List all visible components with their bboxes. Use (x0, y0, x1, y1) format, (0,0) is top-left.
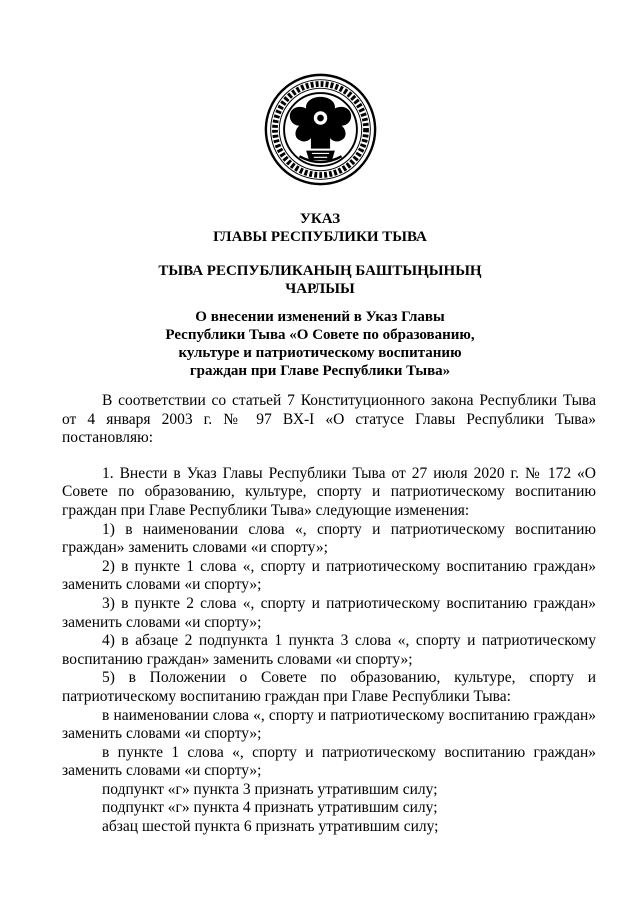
preamble-paragraph: В соответствии со статьей 7 Конституционного закона Республики Тыва от 4 января 2003 г. № 97 ВХ-I «О статусе Главы Республики Тыва» постановляю: (62, 392, 596, 447)
clause-paragraph: 2) в пункте 1 слова «, спорту и патриотическому воспитанию граждан» заменить словами «и спорту»; (62, 557, 596, 594)
tuvan-title-line: ТЫВА РЕСПУБЛИКАНЫҢ БАШТЫҢЫНЫҢ (158, 263, 482, 279)
subject-line: О внесении изменений в Указ Главы (195, 309, 445, 325)
clause-paragraph: абзац шестой пункта 6 признать утратившим силу; (102, 818, 439, 836)
clause-paragraph: 3) в пункте 2 слова «, спорту и патриотическому воспитанию граждан» заменить словами «и спорту»; (62, 594, 596, 631)
tuvan-title (60, 262, 580, 298)
clause-paragraph: подпункт «г» пункта 3 признать утратившим силу; (102, 780, 438, 798)
decree-title (60, 210, 580, 246)
decree-title-line: ГЛАВЫ РЕСПУБЛИКИ ТЫВА (213, 229, 427, 245)
tuva-emblem-icon (263, 72, 378, 187)
decree-body (62, 392, 596, 837)
subject-line: граждан при Главе Республики Тыва» (189, 363, 451, 379)
clause-paragraph: 4) в абзаце 2 подпункта 1 пункта 3 слова «, спорту и патриотическому воспитанию граждан» заменить словами «и спорту»; (62, 632, 596, 668)
subject-line: культуре и патриотическому воспитанию (178, 345, 462, 361)
clause-paragraph: в пункте 1 слова «, спорту и патриотическому воспитанию граждан» заменить словами «и спорту»; (62, 743, 596, 780)
subject-line: Республики Тыва «О Совете по образованию, (165, 327, 475, 343)
clause-paragraph: 1. Внести в Указ Главы Республики Тыва от 27 июля 2020 г. № 172 «О Совете по образованию, культуре, спорту и патриотическому воспитанию граждан при Главе Республики Тыва» следующие изменения: (62, 464, 596, 519)
clause-paragraph: 1) в наименовании слова «, спорту и патриотическому воспитанию граждан» заменить словами «и спорту»; (62, 520, 596, 557)
tuvan-title-line: ЧАРЛЫЫ (285, 281, 355, 297)
paragraph-spacer (62, 448, 596, 465)
clause-paragraph: 5) в Положении о Совете по образованию, культуре, спорту и патриотическому воспитанию граждан при Главе Республики Тыва: (62, 669, 596, 705)
decree-title-line: УКАЗ (299, 211, 341, 227)
decree-subject (60, 308, 580, 380)
clause-paragraph: подпункт «г» пункта 4 признать утратившим силу; (102, 799, 438, 817)
clause-paragraph: в наименовании слова «, спорту и патриотическому воспитанию граждан» заменить словами «и спорту»; (62, 706, 596, 743)
